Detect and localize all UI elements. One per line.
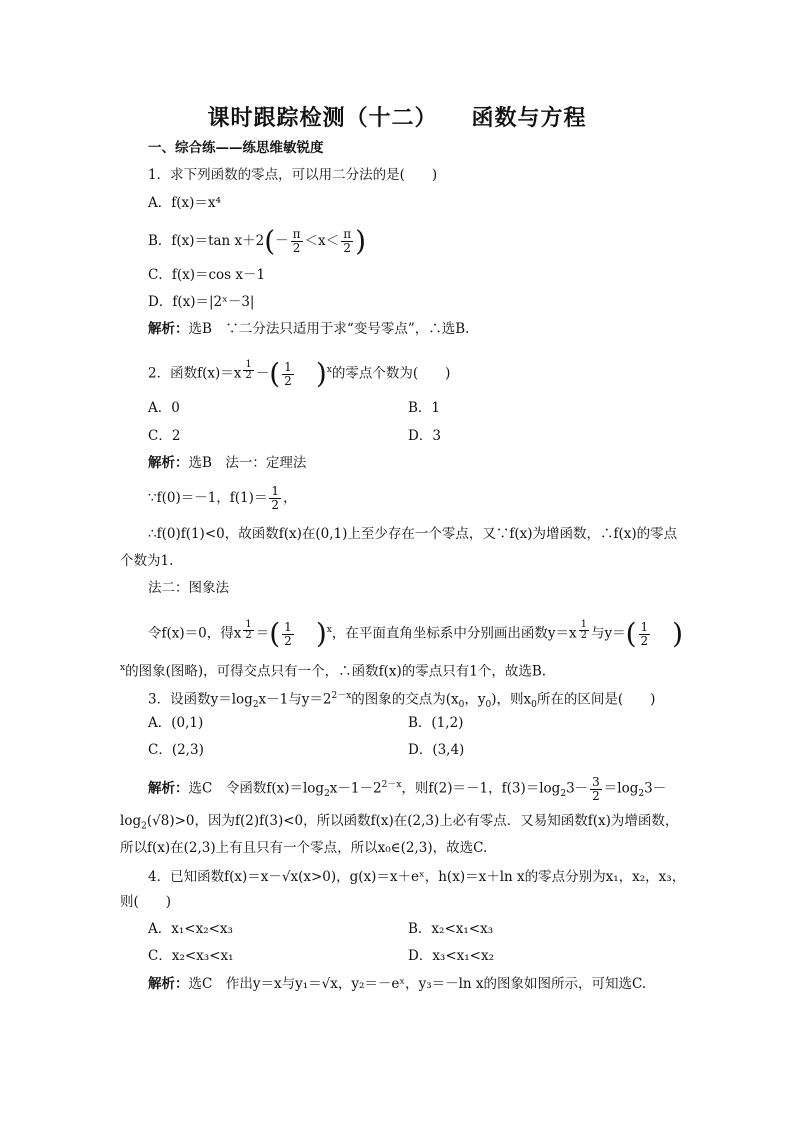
three-halves	[590, 776, 602, 803]
pi-den: 2	[292, 241, 301, 255]
q2-method2: 法二：图象法	[148, 580, 229, 596]
q3-stem: 3．设函数$y=\log_2x-1$与$y=2^{2-x}$的图象的交点为($x_0$，$y_0$)，则$x_0$所在的区间是( )	[148, 691, 656, 711]
q3-l1-a: 选C 令函数f(x)＝log	[188, 780, 325, 797]
q1-option-d: D．f(x)＝|2ˣ－3|	[148, 294, 255, 310]
q2-line6: 令f(x)＝0，得x $\frac{1}{2}$ ＝( $\frac{1}{2}$ )$^x$，在平面直角坐标系中分别画出函数y＝x $\frac{1}{2}$ 与y＝( $\frac{1}{2}$ )	[148, 617, 684, 650]
q2-l6-exp2-num: 1	[580, 619, 587, 630]
q2-analysis	[148, 453, 306, 473]
pi-over-2-left	[291, 228, 303, 255]
analysis-label-4: 解析：	[148, 976, 189, 992]
q3-option-a: A．(0,1)	[148, 715, 204, 731]
q4-stem	[148, 867, 685, 887]
q1-analysis-text: 选B ∵二分法只适用于求“变号零点”，∴选B.	[188, 321, 470, 337]
q4-stem-b: (x>0)，g(x)＝x＋eˣ，h(x)＝x＋ln x的零点分别为x₁，x₂，x₃，	[298, 869, 686, 885]
q2-stem-suffix: 的零点个数为( )	[331, 365, 451, 382]
page-title	[0, 101, 794, 132]
q2-l6-exp-den: 2	[245, 630, 252, 641]
q3-l1-exp: 2－x	[381, 780, 402, 790]
q2-l2-num: 1	[271, 484, 280, 498]
q4-stem-a: 4．已知函数f(x)＝x－	[148, 869, 282, 885]
q2-l2-den: 2	[271, 498, 280, 512]
q3-l1-e: ＝log	[603, 780, 639, 797]
q3-l1-c: ，则f(2)＝－1，f(3)＝log	[401, 780, 561, 797]
q2-stem-prefix: 2．函数f(x)＝x	[148, 365, 242, 382]
q2-l6-c: ，在平面直角坐标系中分别画出函数y＝x	[331, 625, 577, 642]
q3-stem-c: 的图象的交点为(x	[351, 691, 459, 708]
q2-line2-half	[269, 485, 281, 512]
q3-l1-d: 3－	[566, 780, 589, 797]
q2-l6-half2-num: 1	[640, 619, 649, 634]
q1-b-prefix: B．f(x)＝tan x＋2	[148, 233, 265, 249]
q3-option-c: C．(2,3)	[148, 742, 204, 758]
sqrt-x-2: √x	[321, 976, 338, 992]
q1-option-c: C．f(x)＝cos x－1	[148, 267, 266, 283]
q2-l6-a: 令f(x)＝0，得x	[148, 625, 242, 642]
q4-an-a: 选C 作出y＝x与y₁＝	[188, 976, 322, 992]
half-num: 1	[245, 359, 252, 370]
q2-option-c: C．2	[148, 428, 181, 444]
sqrt-x: √x	[281, 869, 299, 885]
q1-option-a: A．f(x)＝x⁴	[148, 195, 221, 211]
section-heading: 一、综合练——练思维敏锐度	[148, 140, 324, 156]
q3-stem-a: 3．设函数y＝log	[148, 691, 253, 708]
half-den: 2	[245, 370, 252, 381]
q2-line2-suffix: ，	[283, 490, 297, 506]
sqrt-8: √8	[152, 813, 170, 829]
q3-l1-f: 3－	[644, 780, 667, 797]
q3-option-b: B．(1,2)	[408, 715, 464, 731]
q2-l6-exp-num: 1	[245, 619, 252, 630]
q4-option-b: B．x₂<x₁<x₃	[408, 921, 494, 937]
q2-option-a: A．0	[148, 400, 180, 416]
one-half	[282, 361, 294, 388]
q1-option-b: B．f(x)＝tan x＋2(－ $\frac{\pi}{2}$ ＜x＜ $\frac{\pi}{2}$ )	[148, 224, 367, 258]
exponent-half	[243, 360, 253, 381]
q2-l6-exp2-den: 2	[580, 630, 587, 641]
q2-l6-half2-den: 2	[640, 633, 649, 648]
one-half-num: 1	[284, 359, 292, 374]
q3-analysis-line3: 所以f(x)在(2,3)上有且只有一个零点，所以x₀∈(2,3)，故选C.	[120, 840, 488, 856]
q4-option-c: C．x₂<x₃<x₁	[148, 948, 234, 964]
q2-l6-exp	[243, 620, 253, 641]
q2-l6-half	[282, 621, 294, 648]
q2-l6-exp2	[579, 620, 589, 641]
pi-over-2-right	[341, 228, 353, 255]
q2-l6-half-den: 2	[284, 633, 292, 648]
q3-l2-b: (	[146, 813, 153, 829]
pi-num-2: π	[343, 227, 352, 241]
title-left: 课时跟踪检测（十二）	[207, 105, 438, 131]
q3-l2-a: log	[120, 813, 142, 829]
q2-line2-prefix: ∵f(0)＝－1，f(1)＝	[148, 490, 268, 506]
q2-line4: 个数为1.	[120, 553, 174, 569]
two-den: 2	[592, 788, 600, 803]
pi-num: π	[292, 227, 301, 241]
q3-l1-b: x－1－2	[329, 780, 382, 797]
q4-option-a: A．x₁<x₂<x₃	[148, 921, 233, 937]
q4-analysis	[148, 974, 646, 994]
q2-l6-d: 与y＝	[590, 625, 626, 642]
q3-analysis-line1: 解析：选C 令函数$f(x)=\log_2x-1-2^{2-x}$，则f(2)＝－1，$f(3)=\log_23-$ $\frac{3}{2}$ $=\log_23-$	[148, 774, 667, 803]
q2-line2	[148, 485, 297, 512]
q3-stem-d: ，y	[464, 691, 486, 708]
q1-analysis	[148, 319, 469, 339]
q2-line7	[120, 658, 546, 682]
q1-stem: 1．求下列函数的零点，可以用二分法的是( )	[148, 167, 438, 183]
analysis-label-3: 解析：	[148, 780, 189, 797]
pi-den-2: 2	[343, 241, 351, 255]
q3-stem-b: x－1与y＝2	[258, 691, 332, 708]
q3-stem-exp: 2－x	[331, 691, 352, 701]
x-exponent: x	[326, 365, 332, 375]
q2-l6-half2	[639, 621, 651, 648]
q1-b-mid: ＜x＜	[304, 233, 340, 249]
q4-stem-2: 则( )	[120, 894, 172, 910]
analysis-label-2: 解析：	[148, 455, 189, 471]
three-num: 3	[592, 774, 600, 789]
q3-stem-f: 所在的区间是( )	[536, 691, 656, 708]
q2-option-d: D．3	[408, 428, 441, 444]
q2-l6-half-num: 1	[284, 619, 292, 634]
q2-l6-b: ＝	[255, 625, 270, 642]
q4-an-b: ，y₂＝－eˣ，y₃＝－ln x的图象如图所示，可知选C.	[337, 976, 647, 992]
q2-l7-text: 的图象(图略)，可得交点只有一个，∴函数f(x)的零点只有1个，故选B.	[125, 663, 547, 680]
title-right: 函数与方程	[471, 105, 587, 131]
analysis-label: 解析：	[148, 321, 189, 337]
q2-stem-mid: －	[255, 365, 270, 382]
q2-stem: 2．函数f(x)＝x $\frac{1}{2}$ －( $\frac{1}{2}$ )$^x$的零点个数为( )	[148, 357, 451, 390]
q3-l2-c: )>0，因为f(2)f(3)<0，所以函数f(x)在(2,3)上必有零点．又易知函数f(x)为增函数，	[169, 813, 679, 829]
q3-analysis-line2: $\log_2(√8)>0$，因为f(2)f(3)<0，所以函数f(x)在(2,3)上必有零点．又易知函数f(x)为增函数，	[120, 813, 679, 832]
q2-l7-x: x	[120, 663, 126, 673]
q2-analysis-text: 选B 法一：定理法	[188, 455, 307, 471]
q3-option-d: D．(3,4)	[408, 742, 465, 758]
one-half-den: 2	[284, 373, 292, 388]
q2-line3: ∴f(0)f(1)<0，故函数f(x)在(0,1)上至少存在一个零点，又∵f(x)为增函数，∴f(x)的零点	[148, 526, 678, 542]
q1-b-minus: －	[275, 233, 289, 249]
q4-option-d: D．x₃<x₁<x₂	[408, 948, 495, 964]
q2-l6-x: x	[326, 625, 332, 635]
q3-stem-e: )，则x	[491, 691, 532, 708]
q2-option-b: B．1	[408, 400, 441, 416]
